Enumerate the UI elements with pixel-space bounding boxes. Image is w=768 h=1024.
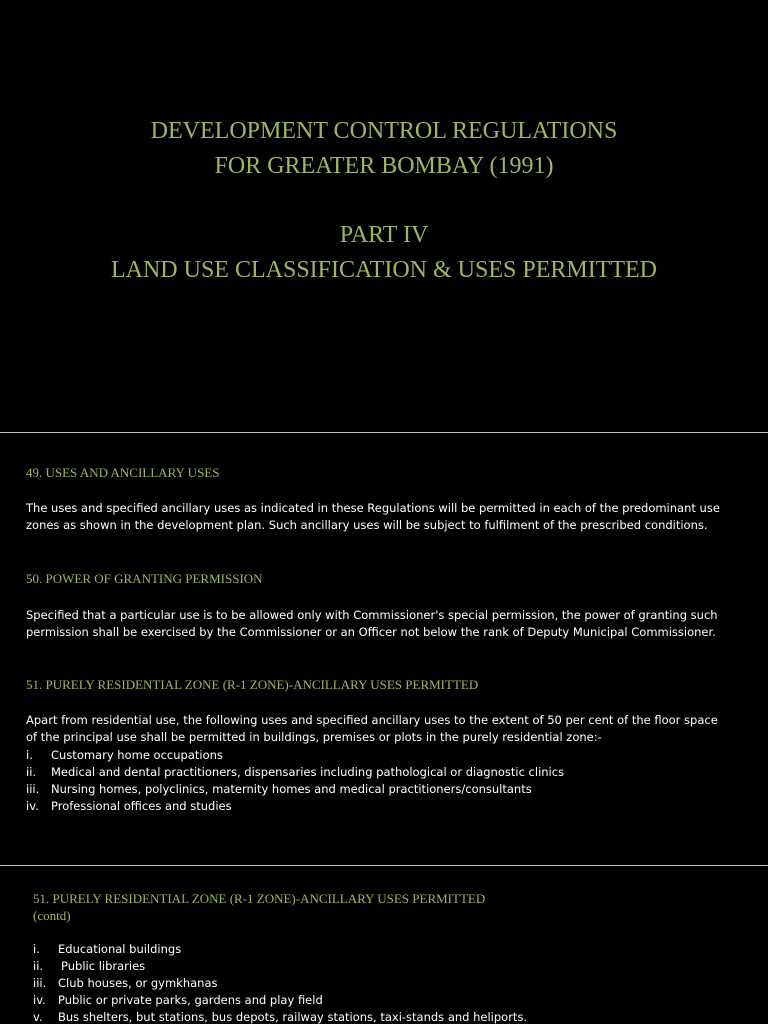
- list-item: [33, 992, 527, 1009]
- list-item-text: Bus shelters, but stations, bus depots, railway stations, taxi-stands and heliports.: [58, 1010, 528, 1024]
- regulations-slide: [0, 433, 768, 864]
- list-item: [26, 747, 564, 764]
- list-item-text: Nursing homes, polyclinics, maternity homes and medical practitioners/consultants: [51, 782, 532, 796]
- continuation-slide: [0, 866, 768, 1024]
- title-slide: [0, 0, 768, 432]
- list-item-number: ii.: [33, 959, 44, 973]
- list-item: [26, 781, 564, 798]
- list-item: [33, 1009, 527, 1024]
- list-item: [33, 941, 527, 958]
- list-item-text: Public or private parks, gardens and play field: [58, 993, 323, 1007]
- section-51-heading: 51. PURELY RESIDENTIAL ZONE (R-1 ZONE)-ANCILLARY USES PERMITTED: [26, 677, 479, 692]
- list-item-number: iv.: [33, 993, 46, 1007]
- section-51-contd-list: [33, 941, 527, 1024]
- list-item-number: v.: [33, 1010, 43, 1024]
- part-subtitle: LAND USE CLASSIFICATION & USES PERMITTED: [110, 257, 658, 283]
- list-item: [26, 764, 564, 781]
- part-label: PART IV: [339, 222, 429, 248]
- list-item-number: i.: [26, 748, 33, 762]
- list-item-number: i.: [33, 942, 40, 956]
- section-50-text: Specified that a particular use is to be allowed only with Commissioner's special permission, the power of granting such permission shall be exercised by the Commissioner or an Officer not below the rank of Deputy Municipal Commissioner.: [26, 608, 718, 639]
- document-title-line1: DEVELOPMENT CONTROL REGULATIONS: [150, 118, 618, 144]
- list-item: [33, 958, 527, 975]
- section-51-contd-heading: 51. PURELY RESIDENTIAL ZONE (R-1 ZONE)-ANCILLARY USES PERMITTED: [33, 891, 486, 906]
- section-49-heading: 49. USES AND ANCILLARY USES: [26, 465, 220, 480]
- section-50-heading: 50. POWER OF GRANTING PERMISSION: [26, 571, 263, 586]
- section-49-text: The uses and specified ancillary uses as indicated in these Regulations will be permitted in each of the predominant use zones as shown in the development plan. Such ancillary uses will be subject to fulfilment of the prescribed conditions.: [26, 501, 720, 532]
- list-item-number: iii.: [26, 782, 40, 796]
- section-51-list: [26, 747, 564, 815]
- list-item: [26, 798, 564, 815]
- section-51-contd-label: (contd): [33, 908, 71, 923]
- list-item-text: Medical and dental practitioners, dispensaries including pathological or diagnostic clinics: [51, 765, 565, 779]
- list-item-text: Customary home occupations: [51, 748, 223, 762]
- list-item-text: Professional offices and studies: [51, 799, 232, 813]
- list-item-number: iv.: [26, 799, 39, 813]
- list-item: [33, 975, 527, 992]
- list-item-text: Educational buildings: [58, 942, 182, 956]
- section-51-text: Apart from residential use, the following uses and specified ancillary uses to the extent of 50 per cent of the floor space of the principal use shall be permitted in buildings, premises or plots in the purely residential zone:-: [26, 713, 718, 744]
- list-item-number: ii.: [26, 765, 37, 779]
- list-item-text: Public libraries: [61, 959, 146, 973]
- list-item-number: iii.: [33, 976, 47, 990]
- list-item-text: Club houses, or gymkhanas: [58, 976, 218, 990]
- document-title-line2: FOR GREATER BOMBAY (1991): [214, 153, 554, 179]
